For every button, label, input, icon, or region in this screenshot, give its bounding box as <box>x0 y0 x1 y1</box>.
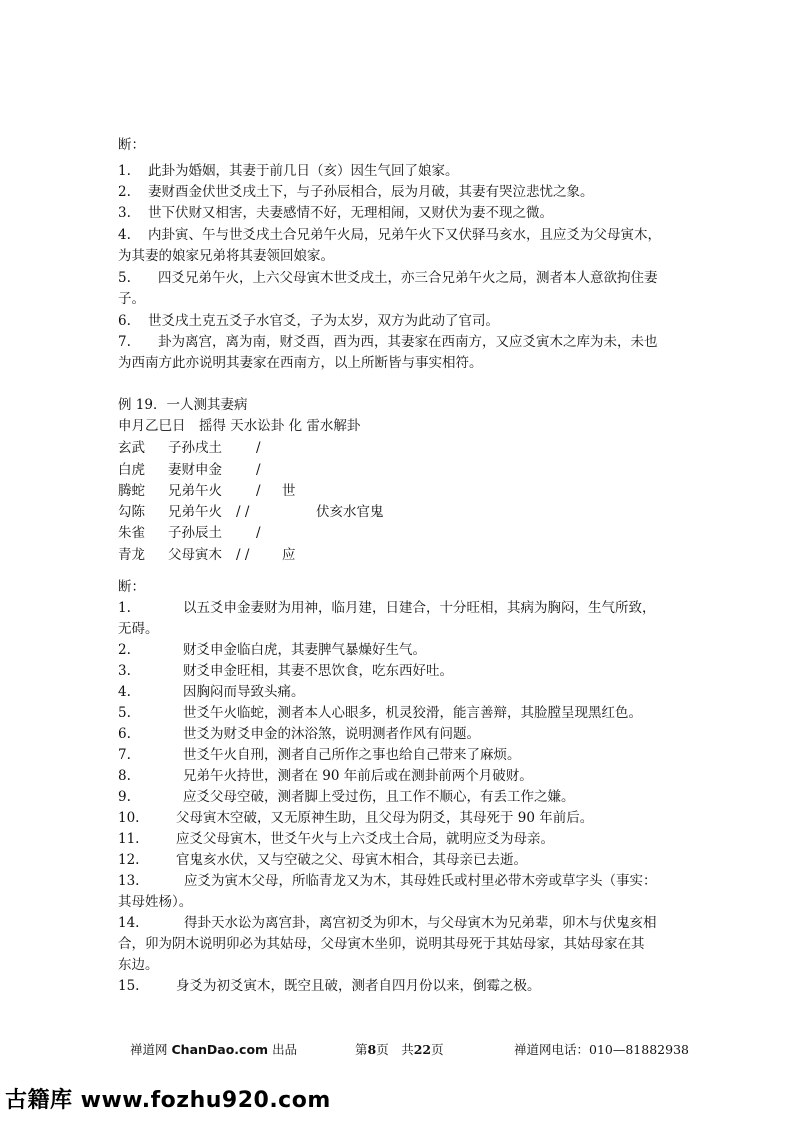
item-text: 世下伏财又相害，夫妻感情不好，无理相闹，又财伏为妻不现之微。 <box>148 205 553 221</box>
item-text: 世爻午火临蛇，测者本人心眼多，机灵狡滑，能言善辩，其脸膛呈现黑红色。 <box>183 705 642 721</box>
hexagram-line-1 <box>118 545 518 565</box>
hexagram-line-2 <box>118 523 518 543</box>
footer-publisher <box>130 1042 297 1058</box>
item-number: 10. <box>118 810 140 826</box>
hidden-line-note: 伏亥水官鬼 <box>316 504 384 520</box>
item-number: 4. <box>118 227 131 243</box>
s1-item-5 <box>118 268 658 288</box>
item-number: 5. <box>118 705 131 721</box>
six-spirit: 腾蛇 <box>118 483 145 499</box>
item-number: 2. <box>118 642 131 658</box>
six-spirit: 青龙 <box>118 547 145 563</box>
item-number: 8. <box>118 768 131 784</box>
item-text: 世爻为财爻申金的沐浴煞，说明测者作风有问题。 <box>183 726 480 742</box>
item-text: 应爻父母空破，测者脚上受过伤，且工作不顺心，有丢工作之嫌。 <box>183 789 575 805</box>
item-number: 7. <box>118 747 131 763</box>
s2-item-1-cont: 无碍。 <box>118 621 159 637</box>
line-relation: 子孙戌土 <box>168 440 222 456</box>
s2-item-14 <box>118 913 657 933</box>
s2-item-9 <box>118 787 575 807</box>
s2-item-11 <box>118 829 554 849</box>
page-label: 第 <box>355 1042 368 1057</box>
s2-item-2 <box>118 640 426 660</box>
six-spirit: 白虎 <box>118 462 145 478</box>
line-relation: 兄弟午火 <box>168 483 222 499</box>
line-relation: 兄弟午火 <box>168 504 222 520</box>
page-current: 8 <box>367 1042 377 1057</box>
ying-marker: 应 <box>282 547 296 563</box>
item-text: 应爻为寅木父母，所临青龙又为木，其母姓氏或村里必带木旁或草字头（事实： <box>184 873 657 889</box>
line-relation: 妻财申金 <box>168 462 222 478</box>
s2-item-6 <box>118 724 480 744</box>
item-number: 11. <box>118 831 140 847</box>
s1-item-7-cont: 为西南方此亦说明其妻家在西南方，以上所断皆与事实相符。 <box>118 355 483 371</box>
s1-item-3 <box>118 203 553 223</box>
item-text: 父母寅木空破，又无原神生助，且父母为阴爻，其母死于 90 年前后。 <box>176 810 594 826</box>
s2-item-7 <box>118 745 521 765</box>
footer-suffix: 出品 <box>272 1042 298 1057</box>
s2-item-14-cont-1: 合，卯为阴木说明卯必为其姑母，父母寅木坐卯，说明其母死于其姑母家，其姑母家在其 <box>118 936 645 952</box>
yao-mark: / <box>256 462 261 478</box>
item-number: 14. <box>118 915 140 931</box>
s2-item-1 <box>118 598 656 618</box>
hexagram-line-3 <box>118 502 518 522</box>
s1-item-4 <box>118 225 661 245</box>
s1-item-4-cont: 为其妻的娘家兄弟将其妻领回娘家。 <box>118 248 334 264</box>
watermark-text: 古籍库 www.fozhu920.com <box>5 1088 331 1113</box>
item-number: 3. <box>118 663 131 679</box>
item-number: 7. <box>118 334 131 350</box>
yao-mark: / / <box>236 547 250 563</box>
s1-item-1 <box>118 161 459 181</box>
footer-brand: ChanDao.com <box>171 1042 269 1057</box>
page-total: 22 <box>413 1042 432 1057</box>
s2-item-10 <box>118 808 593 828</box>
page-label: 页 共 <box>376 1042 414 1057</box>
hexagram-line-4 <box>118 481 518 501</box>
six-spirit: 玄武 <box>118 440 145 456</box>
item-text: 应爻父母寅木，世爻午火与上六爻戌土合局，就明应爻为母亲。 <box>176 831 554 847</box>
s2-item-5 <box>118 703 642 723</box>
yao-mark: / <box>256 483 261 499</box>
s2-item-14-cont-2: 东边。 <box>118 957 159 973</box>
yao-mark: / <box>256 440 261 456</box>
item-number: 1. <box>118 163 131 179</box>
item-number: 12. <box>118 852 140 868</box>
six-spirit: 勾陈 <box>118 504 145 520</box>
item-number: 4. <box>118 684 131 700</box>
item-text: 世爻午火自刑，测者自己所作之事也给自己带来了麻烦。 <box>183 747 521 763</box>
s2-item-15 <box>118 976 541 996</box>
item-text: 官鬼亥水伏，又与空破之父、母寅木相合，其母亲已去逝。 <box>176 852 527 868</box>
item-text: 卦为离宫，离为南，财爻酉，酉为西，其妻家在西南方，又应爻寅木之库为未，未也 <box>158 334 658 350</box>
shi-marker: 世 <box>282 483 296 499</box>
six-spirit: 朱雀 <box>118 525 145 541</box>
s2-item-12 <box>118 850 527 870</box>
item-text: 内卦寅、午与世爻戌土合兄弟午火局，兄弟午火下又伏驿马亥水，且应爻为父母寅木， <box>148 227 661 243</box>
item-number: 3. <box>118 205 131 221</box>
section1-heading: 断： <box>118 137 145 153</box>
item-number: 6. <box>118 313 131 329</box>
item-number: 9. <box>118 789 131 805</box>
item-number: 1. <box>118 600 131 616</box>
item-text: 此卦为婚姻，其妻于前几日（亥）因生气回了娘家。 <box>148 163 459 179</box>
line-relation: 父母寅木 <box>168 547 222 563</box>
section2-heading: 断： <box>118 579 145 595</box>
item-text: 妻财酉金伏世爻戌土下，与子孙辰相合，辰为月破，其妻有哭泣悲忧之象。 <box>148 184 594 200</box>
line-relation: 子孙辰土 <box>168 525 222 541</box>
item-number: 2. <box>118 184 131 200</box>
item-text: 财爻申金旺相，其妻不思饮食，吃东西好吐。 <box>183 663 453 679</box>
page-label: 页 <box>431 1042 444 1057</box>
example-date-line: 申月乙巳日 摇得 天水讼卦 化 雷水解卦 <box>118 418 361 434</box>
s2-item-13 <box>118 871 657 891</box>
item-number: 5. <box>118 270 131 286</box>
hexagram-line-6 <box>118 438 518 458</box>
item-text: 身爻为初爻寅木，既空且破，测者自四月份以来，倒霉之极。 <box>176 978 541 994</box>
s2-item-8 <box>118 766 533 786</box>
item-text: 因胸闷而导致头痛。 <box>183 684 305 700</box>
item-number: 15. <box>118 978 140 994</box>
item-text: 得卦天水讼为离宫卦，离宫初爻为卯木，与父母寅木为兄弟辈，卯木与伏鬼亥相 <box>184 915 657 931</box>
item-text: 世爻戌土克五爻子水官爻，子为太岁，双方为此动了官司。 <box>148 313 499 329</box>
s2-item-13-cont: 其母姓杨）。 <box>118 894 193 910</box>
s2-item-3 <box>118 661 453 681</box>
item-number: 6. <box>118 726 131 742</box>
s1-item-5-cont: 子。 <box>118 291 145 307</box>
footer-phone: 禅道网电话：010—81882938 <box>514 1042 689 1057</box>
footer-page-number <box>355 1042 444 1058</box>
s1-item-2 <box>118 182 594 202</box>
footer-site-name: 禅道网 <box>130 1042 168 1057</box>
example-title: 例 19．一人测其妻病 <box>118 397 248 413</box>
s1-item-6 <box>118 311 499 331</box>
item-text: 财爻申金临白虎，其妻脾气暴燥好生气。 <box>183 642 426 658</box>
s2-item-4 <box>118 682 305 702</box>
hexagram-line-5 <box>118 460 518 480</box>
s1-item-7 <box>118 332 658 352</box>
yao-mark: / <box>256 525 261 541</box>
item-text: 兄弟午火持世，测者在 90 年前后或在测卦前两个月破财。 <box>183 768 533 784</box>
item-text: 以五爻申金妻财为用神，临月建，日建合，十分旺相，其病为胸闷，生气所致， <box>183 600 656 616</box>
item-text: 四爻兄弟午火，上六父母寅木世爻戌土，亦三合兄弟午火之局，测者本人意欲拘住妻 <box>158 270 658 286</box>
item-number: 13. <box>118 873 140 889</box>
yao-mark: / / <box>236 504 250 520</box>
